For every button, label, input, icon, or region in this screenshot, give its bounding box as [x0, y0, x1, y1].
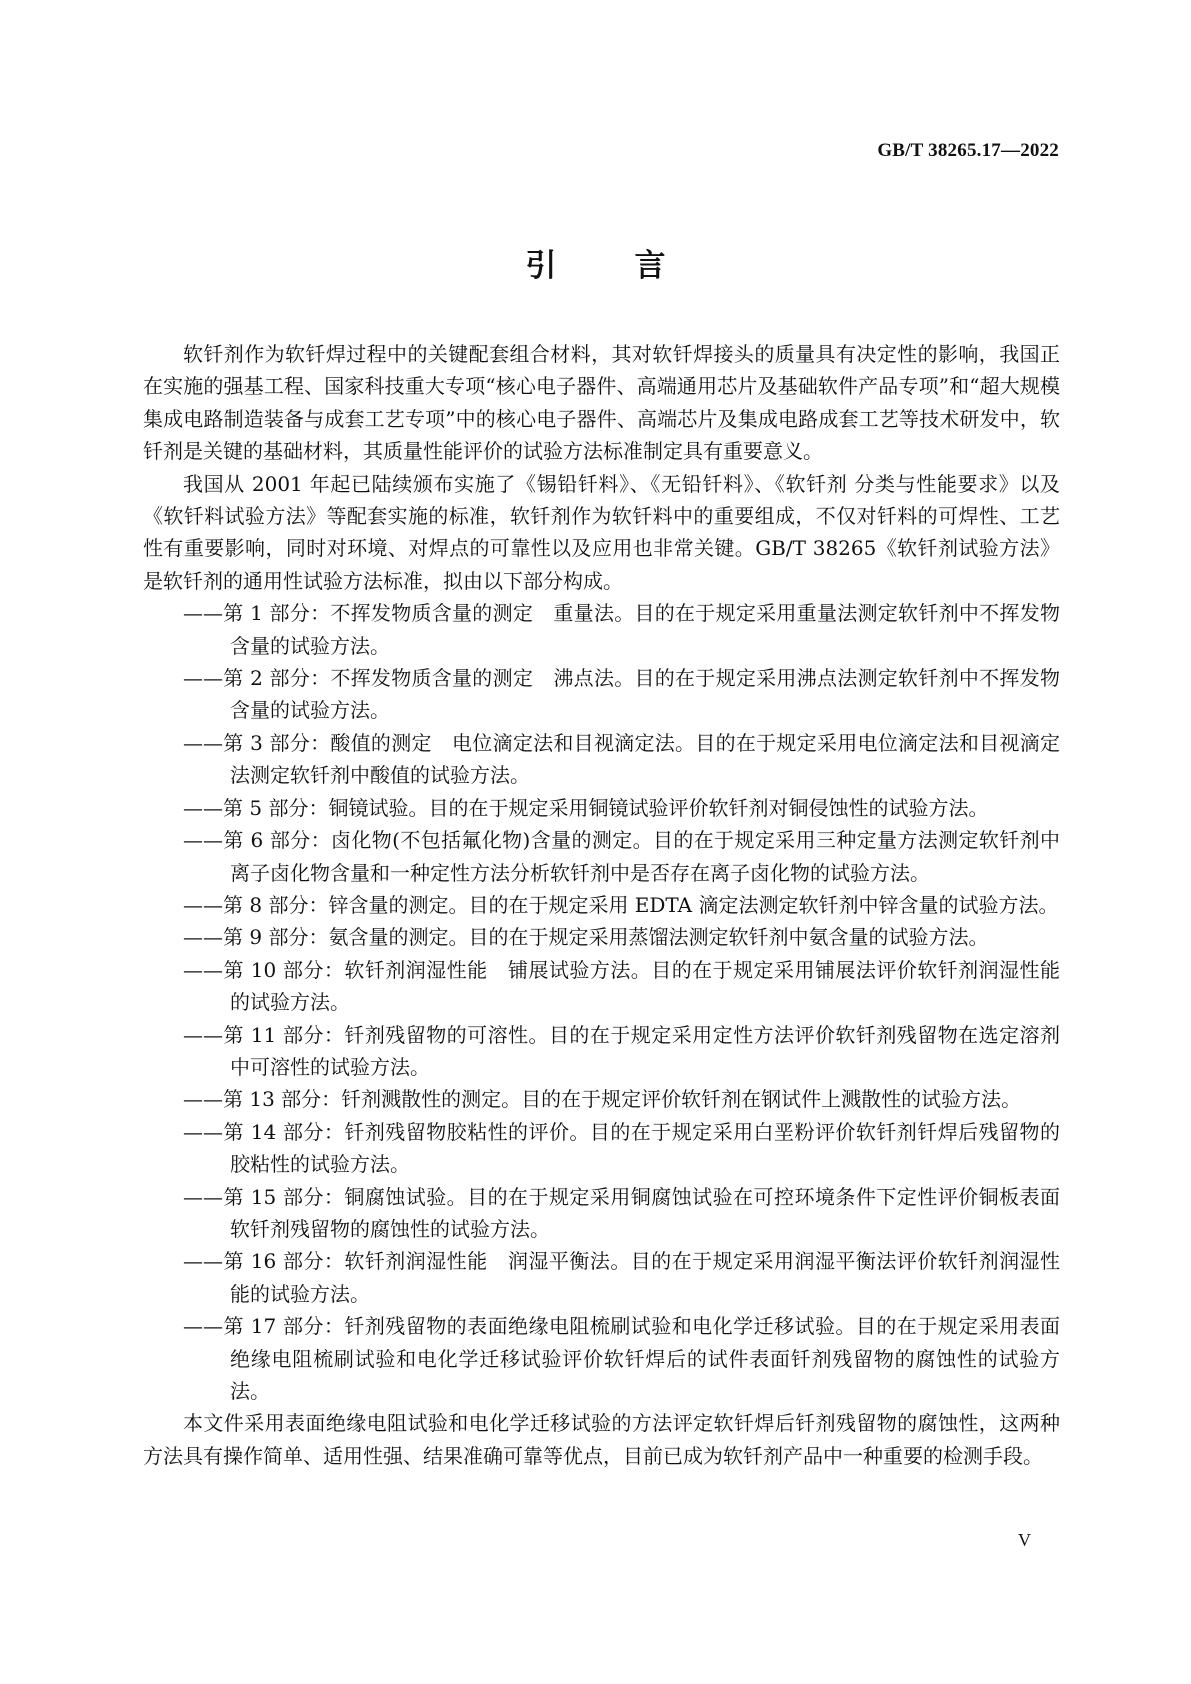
dash-mark: —— — [183, 1087, 223, 1112]
list-item — [143, 792, 1060, 824]
list-item — [143, 1019, 1060, 1084]
intro-paragraph-1: 软钎剂作为软钎焊过程中的关键配套组合材料，其对软钎焊接头的质量具有决定性的影响，我国正在实施的强基工程、国家科技重大专项“核心电子器件、高端通用芯片及基础软件产品专项”和“超大规模集成电路制造装备与成套工艺专项”中的核心电子器件、高端芯片及集成电路成套工艺等技术研发中，软钎剂是关键的基础材料，其质量性能评价的试验方法标准制定具有重要意义。 — [143, 342, 1060, 464]
list-item-text: 第 1 部分：不挥发物质含量的测定 重量法。目的在于规定采用重量法测定软钎剂中不挥发物含量的试验方法。 — [223, 601, 1060, 658]
list-item-text: 第 15 部分：铜腐蚀试验。目的在于规定采用铜腐蚀试验在可控环境条件下定性评价铜板表面软钎剂残留物的腐蚀性的试验方法。 — [223, 1184, 1060, 1241]
dash-mark: —— — [183, 892, 223, 917]
dash-mark: —— — [183, 1022, 223, 1047]
dash-mark: —— — [183, 925, 223, 950]
dash-mark: —— — [183, 1314, 223, 1339]
dash-mark: —— — [183, 730, 223, 755]
page-number: V — [1018, 1530, 1031, 1550]
list-item-text: 第 11 部分：钎剂残留物的可溶性。目的在于规定采用定性方法评价软钎剂残留物在选定溶剂中可溶性的试验方法。 — [223, 1022, 1060, 1079]
list-item-text: 第 8 部分：锌含量的测定。目的在于规定采用 EDTA 滴定法测定软钎剂中锌含量的试验方法。 — [223, 892, 1059, 917]
list-item-text: 第 16 部分：软钎剂润湿性能 润湿平衡法。目的在于规定采用润湿平衡法评价软钎剂润湿性能的试验方法。 — [223, 1249, 1060, 1306]
list-item — [143, 1083, 1060, 1115]
page-title: 引言 — [525, 248, 744, 284]
list-item-text: 第 10 部分：软钎剂润湿性能 铺展试验方法。目的在于规定采用铺展法评价软钎剂润湿性能的试验方法。 — [223, 957, 1060, 1015]
list-item — [143, 1116, 1060, 1181]
intro-paragraph-2: 我国从 2001 年起已陆续颁布实施了《锡铅钎料》、《无铅钎料》、《软钎剂 分类与性能要求》以及《软钎料试验方法》等配套实施的标准，软钎剂作为软钎料中的重要组成，不仅对钎料的可焊性、工艺性有重要影响，同时对环境、对焊点的可靠性以及应用也非常关键。GB/T 38265《软钎剂试验方法》是软钎剂的通用性试验方法标准，拟由以下部分构成。 — [143, 471, 1060, 593]
list-item-text: 第 5 部分：铜镜试验。目的在于规定采用铜镜试验评价软钎剂对铜侵蚀性的试验方法。 — [223, 795, 989, 820]
list-item-text: 第 17 部分：钎剂残留物的表面绝缘电阻梳刷试验和电化学迁移试验。目的在于规定采用表面绝缘电阻梳刷试验和电化学迁移试验评价软钎焊后的试件表面钎剂残留物的腐蚀性的试验方法。 — [223, 1314, 1060, 1403]
list-item — [143, 1310, 1060, 1407]
dash-mark: —— — [183, 957, 223, 982]
list-item-text: 第 6 部分：卤化物(不包括氟化物)含量的测定。目的在于规定采用三种定量方法测定软钎剂中离子卤化物含量和一种定性方法分析软钎剂中是否存在离子卤化物的试验方法。 — [223, 828, 1060, 885]
dash-mark: —— — [183, 1249, 223, 1274]
dash-mark: —— — [183, 1184, 223, 1209]
list-item-text: 第 2 部分：不挥发物质含量的测定 沸点法。目的在于规定采用沸点法测定软钎剂中不挥发物含量的试验方法。 — [223, 666, 1060, 723]
list-item-text: 第 9 部分：氨含量的测定。目的在于规定采用蒸馏法测定软钎剂中氨含量的试验方法。 — [223, 925, 989, 950]
closing-paragraph: 本文件采用表面绝缘电阻试验和电化学迁移试验的方法评定软钎焊后钎剂残留物的腐蚀性，这两种方法具有操作简单、适用性强、结果准确可靠等优点，目前已成为软钎剂产品中一种重要的检测手段。 — [143, 1411, 1060, 1468]
dash-mark: —— — [183, 1119, 223, 1144]
list-item — [143, 727, 1060, 792]
list-item — [143, 597, 1060, 662]
dash-mark: —— — [183, 666, 223, 691]
list-item-text: 第 14 部分：钎剂残留物胶粘性的评价。目的在于规定采用白垩粉评价软钎剂钎焊后残留物的胶粘性的试验方法。 — [223, 1119, 1060, 1177]
list-item — [143, 824, 1060, 889]
parts-list — [143, 597, 1060, 1407]
list-item-text: 第 3 部分：酸值的测定 电位滴定法和目视滴定法。目的在于规定采用电位滴定法和目视滴定法测定软钎剂中酸值的试验方法。 — [223, 730, 1060, 788]
standard-number: GB/T 38265.17—2022 — [877, 140, 1059, 161]
dash-mark: —— — [183, 828, 223, 853]
list-item-text: 第 13 部分：钎剂溅散性的测定。目的在于规定评价软钎剂在钢试件上溅散性的试验方法。 — [223, 1087, 1022, 1112]
list-item — [143, 921, 1060, 953]
document-body — [143, 338, 1060, 1472]
list-item — [143, 889, 1060, 921]
list-item — [143, 662, 1060, 727]
list-item — [143, 954, 1060, 1019]
dash-mark: —— — [183, 795, 223, 820]
dash-mark: —— — [183, 601, 223, 626]
list-item — [143, 1245, 1060, 1310]
list-item — [143, 1181, 1060, 1246]
